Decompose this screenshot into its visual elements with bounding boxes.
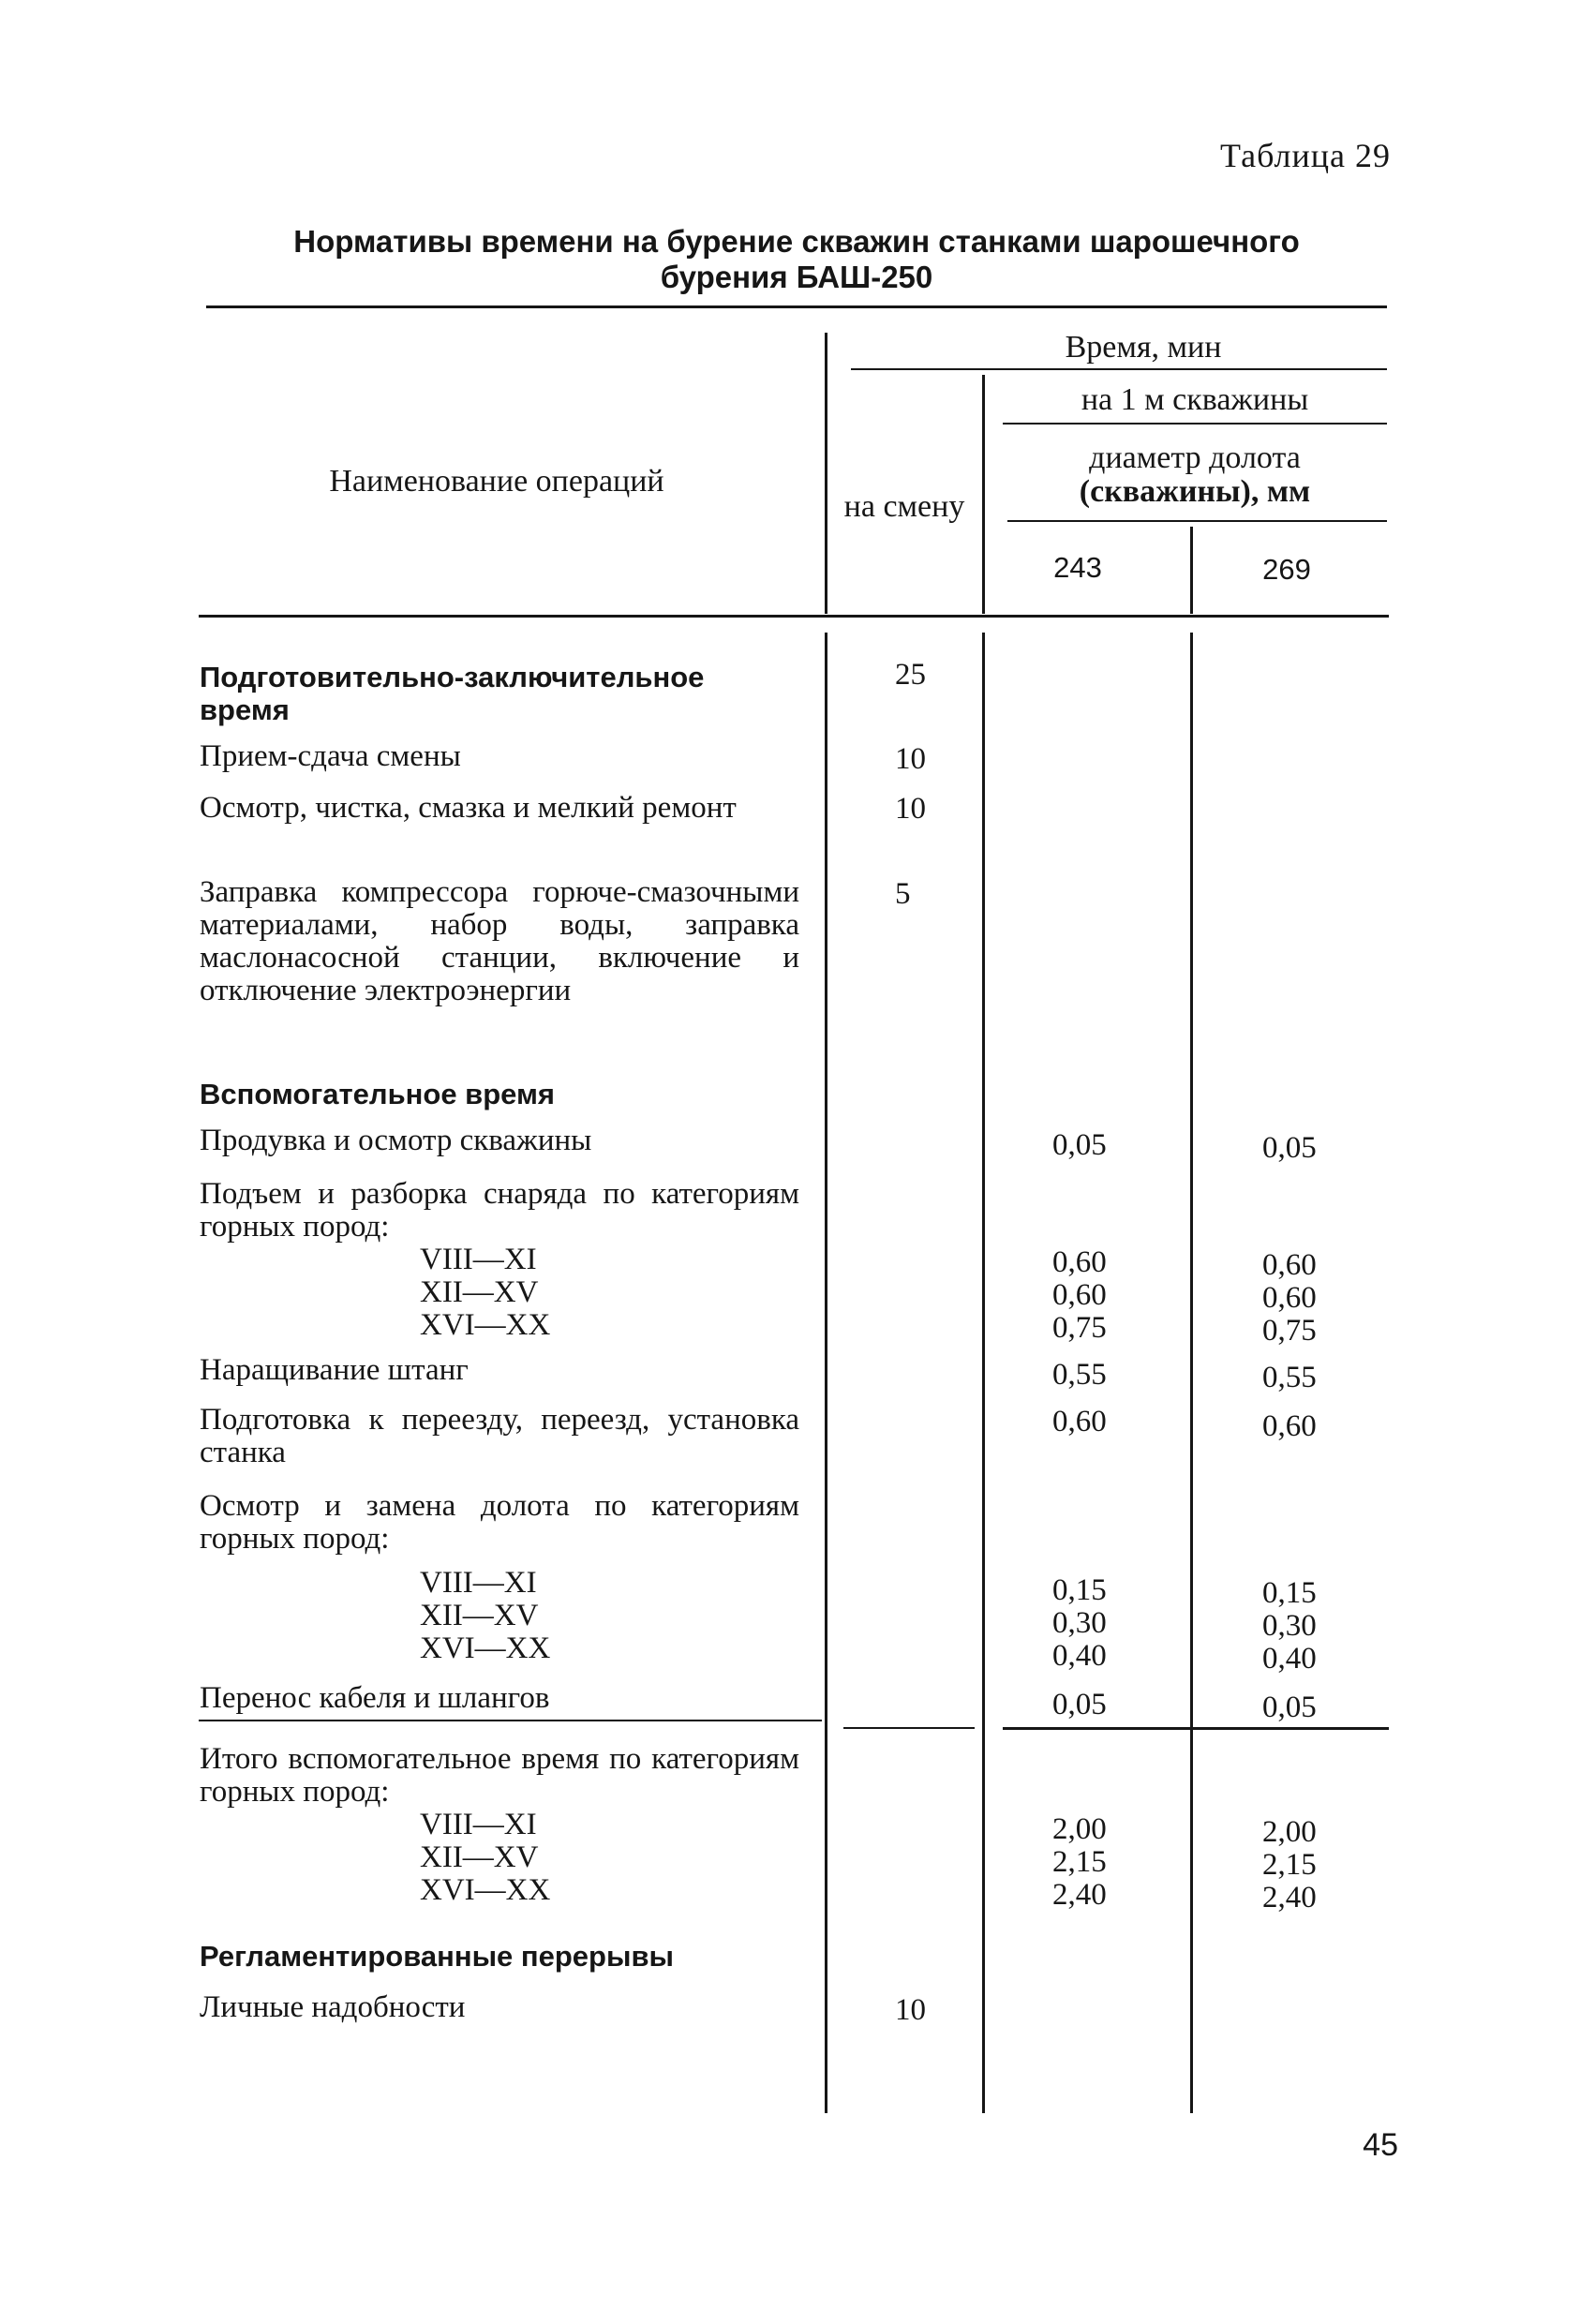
- time-rule: [851, 368, 1387, 370]
- row-personal-shift: 10: [895, 1993, 926, 2027]
- row-relocate-label: Подготовка к переезду, переезд, установка станка: [200, 1403, 799, 1469]
- row-rods-label: Наращивание штанг: [200, 1353, 469, 1387]
- header-diameter-269: 269: [1262, 553, 1311, 586]
- row-cable-243: 0,05: [1052, 1688, 1107, 1721]
- row-lift-269-a: 0,60: [1262, 1248, 1317, 1282]
- table-top-rule: [206, 305, 1387, 308]
- row-lift-243-c: 0,75: [1052, 1311, 1107, 1345]
- row-lift-label: [200, 1178, 799, 1342]
- row-total-text: Итого вспомогательное время по категориям горных пород:: [200, 1742, 799, 1809]
- row-lift-cat2: XII—XV: [420, 1275, 539, 1309]
- row-bit-cat1: VIII—XI: [420, 1566, 537, 1600]
- header-bottom-rule: [199, 615, 1389, 618]
- row-bit-269-b: 0,30: [1262, 1609, 1317, 1643]
- header-diameter-line2: (скважины), мм: [1079, 474, 1311, 509]
- cable-bottom-rule-left: [199, 1720, 822, 1721]
- row-handover-label: Прием-сдача смены: [200, 739, 461, 773]
- row-lift-cat3: XVI—XX: [420, 1308, 551, 1342]
- page-number: 45: [1363, 2127, 1398, 2163]
- row-total-269-a: 2,00: [1262, 1815, 1317, 1849]
- row-refuel-shift: 5: [895, 877, 911, 911]
- row-relocate-243: 0,60: [1052, 1405, 1107, 1438]
- header-diameter-243: 243: [1053, 551, 1102, 584]
- header-time: [1003, 330, 1284, 365]
- header-per-meter: на 1 м скважины: [1081, 382, 1309, 417]
- row-bit-cat2: XII—XV: [420, 1599, 539, 1632]
- per-meter-rule: [1003, 423, 1387, 425]
- table-label: Таблица 29: [1220, 137, 1391, 174]
- header-diameter-line1: диаметр долота: [1089, 440, 1301, 475]
- row-cable-269: 0,05: [1262, 1691, 1317, 1724]
- row-total-cat3: XVI—XX: [420, 1873, 551, 1907]
- header-per-shift: на смену: [843, 489, 965, 524]
- column-rule-2: [982, 375, 985, 614]
- table-title-line1: Нормативы времени на бурение скважин станками шарошечного: [293, 224, 1300, 259]
- row-prep-label: Подготовительно-заключительное время: [200, 661, 705, 726]
- row-total-243-c: 2,40: [1052, 1878, 1107, 1912]
- row-lift-cat1: VIII—XI: [420, 1243, 537, 1276]
- row-bit-243-c: 0,40: [1052, 1639, 1107, 1673]
- row-personal-label: Личные надобности: [200, 1990, 466, 2024]
- cable-bottom-rule-mid: [843, 1727, 975, 1729]
- row-total-cat2: XII—XV: [420, 1840, 539, 1874]
- header-operation: Наименование операций: [329, 464, 664, 499]
- row-bit-269-c: 0,40: [1262, 1642, 1317, 1676]
- row-cable-label: Перенос кабеля и шлангов: [200, 1681, 550, 1715]
- column-rule-1-body: [825, 633, 827, 2113]
- row-total-label: [200, 1743, 799, 1907]
- row-blowout-269: 0,05: [1262, 1131, 1317, 1165]
- row-refuel-label: Заправка компрессора горюче-смазочными материалами, набор воды, заправка маслонасосной станции, включение и отключение электроэнергии: [200, 875, 799, 1007]
- row-inspect-shift: 10: [895, 792, 926, 826]
- row-bit-cat3: XVI—XX: [420, 1631, 551, 1665]
- row-rods-269: 0,55: [1262, 1361, 1317, 1394]
- row-aux-heading: Вспомогательное время: [200, 1078, 556, 1110]
- column-rule-2-body: [982, 633, 985, 2113]
- row-lift-text: Подъем и разборка снаряда по категориям горных пород:: [200, 1177, 799, 1244]
- row-total-269-b: 2,15: [1262, 1848, 1317, 1882]
- row-blowout-243: 0,05: [1052, 1128, 1107, 1162]
- header-time-text: Время, мин: [1065, 330, 1222, 365]
- row-blowout-label: Продувка и осмотр скважины: [200, 1124, 592, 1157]
- row-bit-243-a: 0,15: [1052, 1573, 1107, 1607]
- row-bit-text: Осмотр и замена долота по категориям горных пород:: [200, 1489, 799, 1556]
- row-total-269-c: 2,40: [1262, 1881, 1317, 1914]
- column-rule-3-body: [1190, 633, 1193, 2113]
- row-bit-label: [200, 1490, 799, 1665]
- row-total-243-a: 2,00: [1052, 1812, 1107, 1846]
- diameter-rule: [1007, 520, 1387, 522]
- row-total-cat1: VIII—XI: [420, 1808, 537, 1841]
- row-inspect-label: Осмотр, чистка, смазка и мелкий ремонт: [200, 791, 737, 825]
- row-total-243-b: 2,15: [1052, 1845, 1107, 1879]
- column-rule-3: [1190, 527, 1193, 614]
- table-title-line2: бурения БАШ-250: [660, 260, 933, 294]
- row-relocate-269: 0,60: [1262, 1409, 1317, 1443]
- row-handover-shift: 10: [895, 742, 926, 776]
- row-lift-243-b: 0,60: [1052, 1278, 1107, 1312]
- row-prep-shift: 25: [895, 658, 926, 692]
- cable-bottom-rule-right: [1003, 1727, 1389, 1730]
- row-bit-269-a: 0,15: [1262, 1576, 1317, 1610]
- row-lift-269-c: 0,75: [1262, 1314, 1317, 1348]
- row-lift-269-b: 0,60: [1262, 1281, 1317, 1315]
- row-breaks-heading: Регламентированные перерывы: [200, 1940, 674, 1973]
- row-lift-243-a: 0,60: [1052, 1245, 1107, 1279]
- row-bit-243-b: 0,30: [1052, 1606, 1107, 1640]
- column-rule-1: [825, 333, 827, 614]
- row-rods-243: 0,55: [1052, 1358, 1107, 1392]
